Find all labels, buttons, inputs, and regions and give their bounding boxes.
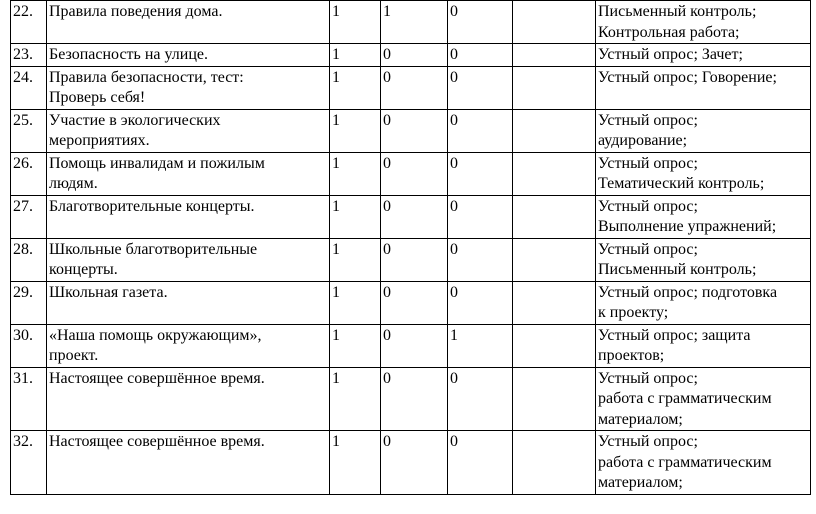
row-number-cell: 28. bbox=[11, 238, 47, 281]
hours-practice-cell: 1 bbox=[448, 324, 513, 367]
hours-practice-cell: 0 bbox=[448, 367, 513, 431]
hours-practice-cell: 0 bbox=[448, 281, 513, 324]
topic-cell: «Наша помощь окружающим», проект. bbox=[47, 324, 330, 367]
control-form-cell: Устный опрос; Выполнение упражнений; bbox=[596, 195, 811, 238]
hours-theory-cell: 0 bbox=[381, 431, 448, 495]
hours-total-cell: 1 bbox=[330, 324, 381, 367]
hours-total-cell: 1 bbox=[330, 44, 381, 67]
empty-cell bbox=[513, 238, 596, 281]
hours-theory-cell: 0 bbox=[381, 281, 448, 324]
table-row bbox=[11, 431, 811, 495]
hours-total-cell: 1 bbox=[330, 152, 381, 195]
topic-cell: Помощь инвалидам и пожилым людям. bbox=[47, 152, 330, 195]
row-number-cell: 29. bbox=[11, 281, 47, 324]
hours-practice-cell: 0 bbox=[448, 195, 513, 238]
empty-cell bbox=[513, 281, 596, 324]
hours-practice-cell: 0 bbox=[448, 431, 513, 495]
row-number-cell: 31. bbox=[11, 367, 47, 431]
table-row bbox=[11, 195, 811, 238]
hours-practice-cell: 0 bbox=[448, 1, 513, 44]
empty-cell bbox=[513, 195, 596, 238]
hours-practice-cell: 0 bbox=[448, 66, 513, 109]
control-form-cell: Устный опрос; Зачет; bbox=[596, 44, 811, 67]
topic-cell: Школьные благотворительные концерты. bbox=[47, 238, 330, 281]
table-row bbox=[11, 152, 811, 195]
control-form-cell: Устный опрос; подготовка к проекту; bbox=[596, 281, 811, 324]
table-row bbox=[11, 1, 811, 44]
topic-cell: Благотворительные концерты. bbox=[47, 195, 330, 238]
topic-cell: Правила поведения дома. bbox=[47, 1, 330, 44]
hours-theory-cell: 0 bbox=[381, 324, 448, 367]
control-form-cell: Письменный контроль; Контрольная работа; bbox=[596, 1, 811, 44]
lesson-plan-table bbox=[10, 0, 811, 495]
hours-practice-cell: 0 bbox=[448, 44, 513, 67]
hours-practice-cell: 0 bbox=[448, 109, 513, 152]
row-number-cell: 25. bbox=[11, 109, 47, 152]
empty-cell bbox=[513, 324, 596, 367]
row-number-cell: 24. bbox=[11, 66, 47, 109]
control-form-cell: Устный опрос; защита проектов; bbox=[596, 324, 811, 367]
row-number-cell: 30. bbox=[11, 324, 47, 367]
control-form-cell: Устный опрос; работа с грамматическим материалом; bbox=[596, 367, 811, 431]
table-row bbox=[11, 238, 811, 281]
row-number-cell: 23. bbox=[11, 44, 47, 67]
table-body bbox=[11, 1, 811, 495]
topic-cell: Настоящее совершённое время. bbox=[47, 367, 330, 431]
topic-cell: Безопасность на улице. bbox=[47, 44, 330, 67]
hours-theory-cell: 1 bbox=[381, 1, 448, 44]
hours-practice-cell: 0 bbox=[448, 238, 513, 281]
control-form-cell: Устный опрос; Письменный контроль; bbox=[596, 238, 811, 281]
hours-theory-cell: 0 bbox=[381, 44, 448, 67]
empty-cell bbox=[513, 109, 596, 152]
hours-theory-cell: 0 bbox=[381, 195, 448, 238]
topic-cell: Школьная газета. bbox=[47, 281, 330, 324]
hours-theory-cell: 0 bbox=[381, 238, 448, 281]
hours-total-cell: 1 bbox=[330, 431, 381, 495]
table-row bbox=[11, 44, 811, 67]
hours-total-cell: 1 bbox=[330, 1, 381, 44]
empty-cell bbox=[513, 152, 596, 195]
row-number-cell: 22. bbox=[11, 1, 47, 44]
row-number-cell: 26. bbox=[11, 152, 47, 195]
hours-total-cell: 1 bbox=[330, 281, 381, 324]
hours-theory-cell: 0 bbox=[381, 367, 448, 431]
hours-total-cell: 1 bbox=[330, 367, 381, 431]
hours-total-cell: 1 bbox=[330, 195, 381, 238]
hours-theory-cell: 0 bbox=[381, 66, 448, 109]
hours-theory-cell: 0 bbox=[381, 152, 448, 195]
table-row bbox=[11, 367, 811, 431]
topic-cell: Участие в экологических мероприятиях. bbox=[47, 109, 330, 152]
hours-total-cell: 1 bbox=[330, 66, 381, 109]
control-form-cell: Устный опрос; Говорение; bbox=[596, 66, 811, 109]
topic-cell: Настоящее совершённое время. bbox=[47, 431, 330, 495]
control-form-cell: Устный опрос; Тематический контроль; bbox=[596, 152, 811, 195]
empty-cell bbox=[513, 66, 596, 109]
hours-theory-cell: 0 bbox=[381, 109, 448, 152]
empty-cell bbox=[513, 367, 596, 431]
empty-cell bbox=[513, 431, 596, 495]
empty-cell bbox=[513, 1, 596, 44]
row-number-cell: 32. bbox=[11, 431, 47, 495]
topic-cell: Правила безопасности, тест: Проверь себя! bbox=[47, 66, 330, 109]
table-row bbox=[11, 109, 811, 152]
row-number-cell: 27. bbox=[11, 195, 47, 238]
hours-total-cell: 1 bbox=[330, 109, 381, 152]
table-row bbox=[11, 324, 811, 367]
control-form-cell: Устный опрос; аудирование; bbox=[596, 109, 811, 152]
hours-practice-cell: 0 bbox=[448, 152, 513, 195]
empty-cell bbox=[513, 44, 596, 67]
hours-total-cell: 1 bbox=[330, 238, 381, 281]
control-form-cell: Устный опрос; работа с грамматическим материалом; bbox=[596, 431, 811, 495]
table-row bbox=[11, 66, 811, 109]
table-row bbox=[11, 281, 811, 324]
